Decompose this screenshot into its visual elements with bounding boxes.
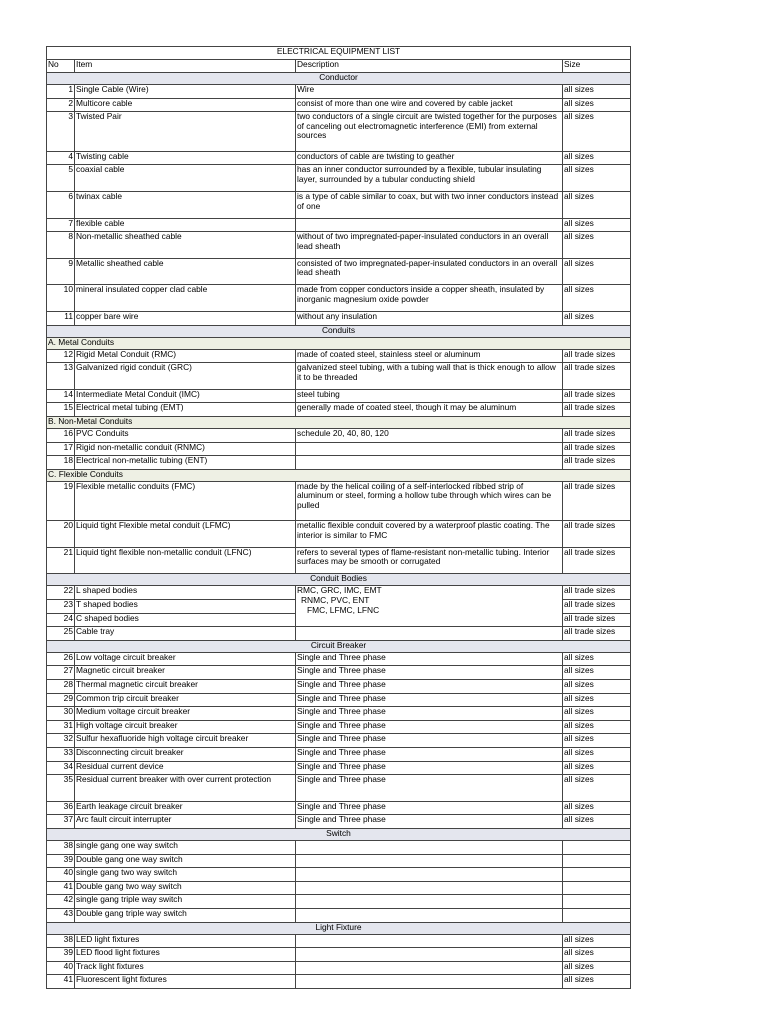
cell-no: 41 bbox=[47, 975, 75, 989]
cell-item: Galvanized rigid conduit (GRC) bbox=[75, 363, 296, 390]
table-row bbox=[47, 775, 631, 802]
header-row bbox=[47, 60, 631, 73]
cell-description: two conductors of a single circuit are twisted together for the purposes of canceling out electromagnetic interference (EMI) from external sources bbox=[296, 112, 563, 152]
cell-size: all sizes bbox=[563, 285, 631, 312]
table-row bbox=[47, 285, 631, 312]
cell-description: Single and Three phase bbox=[296, 707, 563, 721]
cell-no: 31 bbox=[47, 720, 75, 734]
cell-no: 33 bbox=[47, 748, 75, 762]
cell-item: Earth leakage circuit breaker bbox=[75, 801, 296, 815]
cell-no: 18 bbox=[47, 456, 75, 470]
table-row bbox=[47, 748, 631, 762]
table-row bbox=[47, 98, 631, 112]
cell-size: all sizes bbox=[563, 948, 631, 962]
section-header-row bbox=[47, 828, 631, 840]
cell-description: Single and Three phase bbox=[296, 720, 563, 734]
cell-no: 43 bbox=[47, 908, 75, 922]
cell-item: Twisting cable bbox=[75, 151, 296, 165]
cell-no: 15 bbox=[47, 403, 75, 417]
cell-description: made from copper conductors inside a copper sheath, insulated by inorganic magnesium oxide powder bbox=[296, 285, 563, 312]
cell-item: Double gang one way switch bbox=[75, 854, 296, 868]
cell-no: 13 bbox=[47, 363, 75, 390]
cell-no: 1 bbox=[47, 85, 75, 99]
cell-no: 19 bbox=[47, 481, 75, 521]
cell-item: copper bare wire bbox=[75, 311, 296, 325]
cell-no: 40 bbox=[47, 961, 75, 975]
cell-description: made by the helical coiling of a self-interlocked ribbed strip of aluminum or steel, forming a hollow tube through which wires can be pulled bbox=[296, 481, 563, 521]
table-row bbox=[47, 761, 631, 775]
cell-item: coaxial cable bbox=[75, 165, 296, 192]
cell-description: is a type of cable similar to coax, but with two inner conductors instead of one bbox=[296, 191, 563, 218]
cell-description bbox=[296, 840, 563, 854]
cell-item: single gang two way switch bbox=[75, 868, 296, 882]
cell-size: all trade sizes bbox=[563, 481, 631, 521]
table-row bbox=[47, 151, 631, 165]
cell-size: all sizes bbox=[563, 652, 631, 666]
table-row bbox=[47, 815, 631, 829]
cell-item: Liquid tight Flexible metal conduit (LFMC) bbox=[75, 521, 296, 548]
cell-item: Electrical non-metallic tubing (ENT) bbox=[75, 456, 296, 470]
cell-description: conductors of cable are twisting to geather bbox=[296, 151, 563, 165]
section-label: Circuit Breaker bbox=[47, 640, 631, 652]
table-row bbox=[47, 112, 631, 152]
section-label: Light Fixture bbox=[47, 922, 631, 934]
cell-size: all sizes bbox=[563, 85, 631, 99]
cell-item: Liquid tight flexible non-metallic conduit (LFNC) bbox=[75, 547, 296, 574]
section-label: Conduit Bodies bbox=[47, 574, 631, 586]
cell-size: all trade sizes bbox=[563, 613, 631, 627]
cell-item: Medium voltage circuit breaker bbox=[75, 707, 296, 721]
table-row bbox=[47, 191, 631, 218]
cell-description: galvanized steel tubing, with a tubing wall that is thick enough to allow it to be threaded bbox=[296, 363, 563, 390]
cell-size: all sizes bbox=[563, 680, 631, 694]
table-title: ELECTRICAL EQUIPMENT LIST bbox=[47, 47, 631, 60]
cell-no: 28 bbox=[47, 680, 75, 694]
cell-no: 27 bbox=[47, 666, 75, 680]
cell-description bbox=[296, 975, 563, 989]
cell-no: 42 bbox=[47, 895, 75, 909]
title-row bbox=[47, 47, 631, 60]
cell-description: Single and Three phase bbox=[296, 815, 563, 829]
cell-description: Wire bbox=[296, 85, 563, 99]
cell-size: all trade sizes bbox=[563, 456, 631, 470]
cell-item: Intermediate Metal Conduit (IMC) bbox=[75, 389, 296, 403]
cell-item: Single Cable (Wire) bbox=[75, 85, 296, 99]
cell-description bbox=[296, 456, 563, 470]
cell-size: all trade sizes bbox=[563, 403, 631, 417]
cell-no: 39 bbox=[47, 948, 75, 962]
cell-description bbox=[296, 868, 563, 882]
cell-description: made of coated steel, stainless steel or aluminum bbox=[296, 349, 563, 363]
cell-description: has an inner conductor surrounded by a flexible, tubular insulating layer, surrounded by a tubular conducting shield bbox=[296, 165, 563, 192]
cell-size bbox=[563, 840, 631, 854]
cell-no: 7 bbox=[47, 218, 75, 232]
cell-size: all sizes bbox=[563, 666, 631, 680]
cell-no: 34 bbox=[47, 761, 75, 775]
cell-size: all sizes bbox=[563, 801, 631, 815]
cell-description: schedule 20, 40, 80, 120 bbox=[296, 428, 563, 442]
cell-item: twinax cable bbox=[75, 191, 296, 218]
cell-description: Single and Three phase bbox=[296, 693, 563, 707]
cell-no: 39 bbox=[47, 854, 75, 868]
table-row bbox=[47, 547, 631, 574]
table-row bbox=[47, 403, 631, 417]
cell-size: all sizes bbox=[563, 761, 631, 775]
cell-item: Flexible metallic conduits (FMC) bbox=[75, 481, 296, 521]
cell-item: Twisted Pair bbox=[75, 112, 296, 152]
cell-no: 20 bbox=[47, 521, 75, 548]
cell-size: all sizes bbox=[563, 165, 631, 192]
cell-size bbox=[563, 895, 631, 909]
cell-no: 8 bbox=[47, 232, 75, 259]
table-row bbox=[47, 428, 631, 442]
table-row bbox=[47, 311, 631, 325]
conduit-bodies-description bbox=[296, 586, 563, 627]
cell-item: T shaped bodies bbox=[75, 600, 296, 614]
cell-no: 29 bbox=[47, 693, 75, 707]
cell-no: 2 bbox=[47, 98, 75, 112]
cell-no: 36 bbox=[47, 801, 75, 815]
cell-size: all sizes bbox=[563, 934, 631, 948]
cell-no: 41 bbox=[47, 881, 75, 895]
cell-item: LED light fixtures bbox=[75, 934, 296, 948]
cell-no: 37 bbox=[47, 815, 75, 829]
cell-item: single gang one way switch bbox=[75, 840, 296, 854]
cell-item: High voltage circuit breaker bbox=[75, 720, 296, 734]
cell-no: 24 bbox=[47, 613, 75, 627]
cell-no: 30 bbox=[47, 707, 75, 721]
conduit-bodies-line: RNMC, PVC, ENT bbox=[301, 595, 370, 606]
cell-item: Fluorescent light fixtures bbox=[75, 975, 296, 989]
cell-item: Common trip circuit breaker bbox=[75, 693, 296, 707]
cell-item: LED flood light fixtures bbox=[75, 948, 296, 962]
cell-size: all sizes bbox=[563, 98, 631, 112]
cell-no: 17 bbox=[47, 442, 75, 456]
subsection-label: B. Non-Metal Conduits bbox=[47, 416, 631, 428]
table-row bbox=[47, 720, 631, 734]
cell-item: Cable tray bbox=[75, 627, 296, 641]
cell-no: 14 bbox=[47, 389, 75, 403]
cell-no: 4 bbox=[47, 151, 75, 165]
cell-no: 11 bbox=[47, 311, 75, 325]
conduit-bodies-line: FMC, LFMC, LFNC bbox=[307, 604, 380, 615]
cell-item: Metallic sheathed cable bbox=[75, 258, 296, 285]
subsection-header-row bbox=[47, 469, 631, 481]
cell-no: 35 bbox=[47, 775, 75, 802]
table-row bbox=[47, 948, 631, 962]
table-row bbox=[47, 85, 631, 99]
cell-description bbox=[296, 218, 563, 232]
table-row bbox=[47, 627, 631, 641]
cell-description: consist of more than one wire and covered by cable jacket bbox=[296, 98, 563, 112]
table-row bbox=[47, 868, 631, 882]
cell-item: flexible cable bbox=[75, 218, 296, 232]
cell-description: Single and Three phase bbox=[296, 734, 563, 748]
cell-description: Single and Three phase bbox=[296, 652, 563, 666]
cell-description: Single and Three phase bbox=[296, 775, 563, 802]
table-row bbox=[47, 934, 631, 948]
cell-item: Rigid non-metallic conduit (RNMC) bbox=[75, 442, 296, 456]
cell-no: 38 bbox=[47, 934, 75, 948]
cell-size bbox=[563, 881, 631, 895]
cell-no: 26 bbox=[47, 652, 75, 666]
cell-no: 40 bbox=[47, 868, 75, 882]
table-row bbox=[47, 881, 631, 895]
cell-item: Low voltage circuit breaker bbox=[75, 652, 296, 666]
cell-item: Sulfur hexafluoride high voltage circuit breaker bbox=[75, 734, 296, 748]
table-row bbox=[47, 961, 631, 975]
cell-description: Single and Three phase bbox=[296, 761, 563, 775]
cell-item: Electrical metal tubing (EMT) bbox=[75, 403, 296, 417]
cell-size: all trade sizes bbox=[563, 521, 631, 548]
cell-size: all trade sizes bbox=[563, 586, 631, 600]
cell-size: all sizes bbox=[563, 311, 631, 325]
header-description: Description bbox=[296, 60, 563, 73]
cell-size: all sizes bbox=[563, 975, 631, 989]
cell-size: all trade sizes bbox=[563, 547, 631, 574]
cell-no: 23 bbox=[47, 600, 75, 614]
cell-item: Residual current breaker with over current protection bbox=[75, 775, 296, 802]
cell-size: all trade sizes bbox=[563, 627, 631, 641]
cell-no: 22 bbox=[47, 586, 75, 600]
cell-item: Track light fixtures bbox=[75, 961, 296, 975]
cell-description: Single and Three phase bbox=[296, 680, 563, 694]
cell-description: metallic flexible conduit covered by a waterproof plastic coating. The interior is similar to FMC bbox=[296, 521, 563, 548]
cell-item: single gang triple way switch bbox=[75, 895, 296, 909]
subsection-header-row bbox=[47, 416, 631, 428]
cell-item: C shaped bodies bbox=[75, 613, 296, 627]
header-size: Size bbox=[563, 60, 631, 73]
cell-size: all sizes bbox=[563, 258, 631, 285]
cell-size bbox=[563, 908, 631, 922]
section-header-row bbox=[47, 922, 631, 934]
cell-no: 12 bbox=[47, 349, 75, 363]
cell-size: all trade sizes bbox=[563, 442, 631, 456]
cell-description: steel tubing bbox=[296, 389, 563, 403]
cell-description bbox=[296, 442, 563, 456]
cell-description: without of two impregnated-paper-insulated conductors in an overall lead sheath bbox=[296, 232, 563, 259]
cell-no: 38 bbox=[47, 840, 75, 854]
cell-item: Arc fault circuit interrupter bbox=[75, 815, 296, 829]
cell-size: all sizes bbox=[563, 707, 631, 721]
cell-item: mineral insulated copper clad cable bbox=[75, 285, 296, 312]
equipment-table bbox=[46, 46, 631, 989]
cell-size: all sizes bbox=[563, 151, 631, 165]
table-row bbox=[47, 801, 631, 815]
cell-description bbox=[296, 895, 563, 909]
cell-size: all trade sizes bbox=[563, 349, 631, 363]
table-row bbox=[47, 707, 631, 721]
table-row bbox=[47, 521, 631, 548]
cell-size bbox=[563, 868, 631, 882]
table-row bbox=[47, 456, 631, 470]
cell-size: all trade sizes bbox=[563, 428, 631, 442]
table-row bbox=[47, 218, 631, 232]
cell-size: all sizes bbox=[563, 748, 631, 762]
cell-description bbox=[296, 854, 563, 868]
table-row bbox=[47, 693, 631, 707]
subsection-label: A. Metal Conduits bbox=[47, 337, 631, 349]
section-label: Switch bbox=[47, 828, 631, 840]
table-row bbox=[47, 442, 631, 456]
table-row bbox=[47, 389, 631, 403]
cell-description bbox=[296, 961, 563, 975]
cell-size bbox=[563, 854, 631, 868]
cell-description bbox=[296, 948, 563, 962]
header-no: No bbox=[47, 60, 75, 73]
cell-size: all trade sizes bbox=[563, 600, 631, 614]
table-row bbox=[47, 666, 631, 680]
section-header-row bbox=[47, 325, 631, 337]
table-row bbox=[47, 854, 631, 868]
conduit-bodies-line: RMC, GRC, IMC, EMT bbox=[297, 585, 382, 596]
cell-no: 3 bbox=[47, 112, 75, 152]
table-row bbox=[47, 586, 631, 600]
cell-size: all sizes bbox=[563, 775, 631, 802]
table-row bbox=[47, 481, 631, 521]
table-row bbox=[47, 895, 631, 909]
cell-no: 32 bbox=[47, 734, 75, 748]
cell-item: Double gang triple way switch bbox=[75, 908, 296, 922]
section-header-row bbox=[47, 640, 631, 652]
cell-no: 10 bbox=[47, 285, 75, 312]
cell-size: all trade sizes bbox=[563, 389, 631, 403]
cell-item: Non-metallic sheathed cable bbox=[75, 232, 296, 259]
cell-description: generally made of coated steel, though it may be aluminum bbox=[296, 403, 563, 417]
cell-item: L shaped bodies bbox=[75, 586, 296, 600]
cell-item: Disconnecting circuit breaker bbox=[75, 748, 296, 762]
cell-no: 5 bbox=[47, 165, 75, 192]
table-row bbox=[47, 258, 631, 285]
cell-description: Single and Three phase bbox=[296, 748, 563, 762]
cell-item: Thermal magnetic circuit breaker bbox=[75, 680, 296, 694]
cell-description: refers to several types of flame-resistant non-metallic tubing. Interior surfaces may be smooth or corrugated bbox=[296, 547, 563, 574]
cell-description: Single and Three phase bbox=[296, 666, 563, 680]
cell-description bbox=[296, 934, 563, 948]
cell-size: all trade sizes bbox=[563, 363, 631, 390]
cell-no: 16 bbox=[47, 428, 75, 442]
cell-item: Rigid Metal Conduit (RMC) bbox=[75, 349, 296, 363]
cell-size: all sizes bbox=[563, 815, 631, 829]
cell-size: all sizes bbox=[563, 191, 631, 218]
section-label: Conductor bbox=[47, 73, 631, 85]
cell-description: Single and Three phase bbox=[296, 801, 563, 815]
cell-description bbox=[296, 627, 563, 641]
table-row bbox=[47, 975, 631, 989]
cell-size: all sizes bbox=[563, 693, 631, 707]
table-row bbox=[47, 680, 631, 694]
cell-no: 6 bbox=[47, 191, 75, 218]
subsection-header-row bbox=[47, 337, 631, 349]
cell-item: Magnetic circuit breaker bbox=[75, 666, 296, 680]
table-row bbox=[47, 363, 631, 390]
cell-no: 25 bbox=[47, 627, 75, 641]
section-label: Conduits bbox=[47, 325, 631, 337]
cell-size: all sizes bbox=[563, 112, 631, 152]
header-item: Item bbox=[75, 60, 296, 73]
table-row bbox=[47, 232, 631, 259]
cell-item: Multicore cable bbox=[75, 98, 296, 112]
cell-size: all sizes bbox=[563, 232, 631, 259]
cell-description: consisted of two impregnated-paper-insulated conductors in an overall lead sheath bbox=[296, 258, 563, 285]
cell-size: all sizes bbox=[563, 720, 631, 734]
table-row bbox=[47, 165, 631, 192]
cell-size: all sizes bbox=[563, 218, 631, 232]
table-row bbox=[47, 652, 631, 666]
cell-item: Residual current device bbox=[75, 761, 296, 775]
section-header-row bbox=[47, 73, 631, 85]
cell-no: 9 bbox=[47, 258, 75, 285]
table-row bbox=[47, 908, 631, 922]
table-row bbox=[47, 840, 631, 854]
cell-size: all sizes bbox=[563, 961, 631, 975]
table-row bbox=[47, 734, 631, 748]
cell-item: PVC Conduits bbox=[75, 428, 296, 442]
table-row bbox=[47, 349, 631, 363]
cell-no: 21 bbox=[47, 547, 75, 574]
cell-description bbox=[296, 908, 563, 922]
cell-description bbox=[296, 881, 563, 895]
cell-description: without any insulation bbox=[296, 311, 563, 325]
subsection-label: C. Flexible Conduits bbox=[47, 469, 631, 481]
cell-size: all sizes bbox=[563, 734, 631, 748]
section-header-row bbox=[47, 574, 631, 586]
cell-item: Double gang two way switch bbox=[75, 881, 296, 895]
